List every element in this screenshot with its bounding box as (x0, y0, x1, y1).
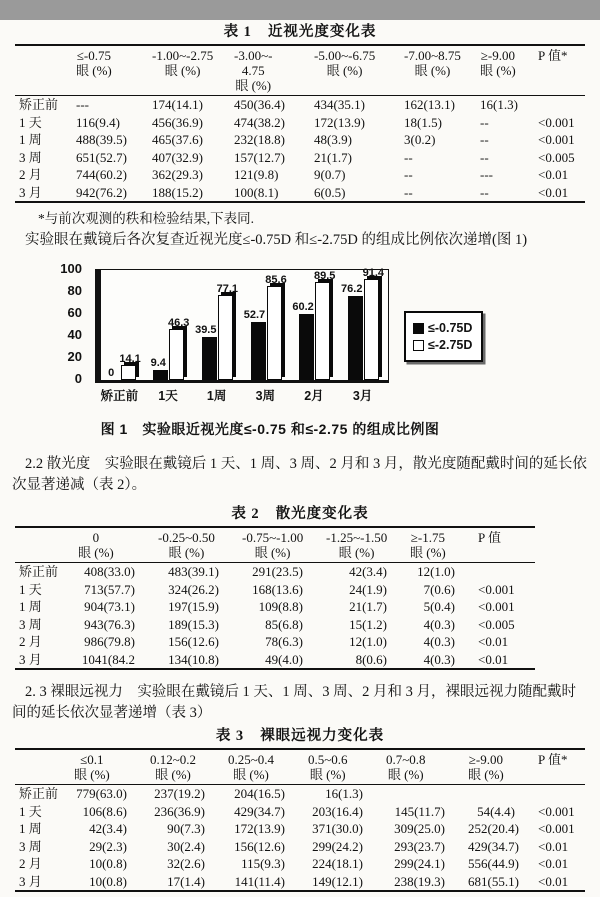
table-cell: 293(23.7) (394, 838, 445, 854)
table-cell: 172(13.9) (234, 821, 285, 836)
row-label: 3 周 (19, 149, 42, 165)
table3-uncorrected-acuity-change (15, 748, 585, 892)
bar-value-label: 39.5 (195, 323, 217, 336)
column-header: P 值 (478, 530, 501, 545)
table-cell: -- (480, 132, 489, 147)
paragraph-figure1-intro: 实验眼在戴镜后各次复查近视光度≤-0.75D 和≤-2.75D 的组成比例依次递增(图 1) (25, 232, 528, 248)
column-header: ≤0.1 眼 (%) (74, 752, 110, 782)
table-row (15, 873, 585, 892)
table3-title (0, 724, 600, 745)
table-cell: 16(1.3) (325, 786, 363, 801)
table-cell: 362(29.3) (152, 167, 203, 182)
row-label: 2 月 (19, 634, 42, 649)
bar-le-075d (243, 309, 266, 380)
p-value-cell: <0.01 (538, 838, 569, 854)
table2-title-text: 散光度变化表 (275, 506, 369, 522)
table-cell: 121(9.8) (234, 167, 279, 182)
bar-le-075d (195, 323, 217, 380)
table-cell: 651(52.7) (76, 149, 127, 165)
bar-le-075d (150, 356, 168, 380)
table-cell: 115(9.3) (241, 856, 285, 871)
table-row (15, 785, 585, 803)
table-cell: 238(19.3) (394, 873, 445, 889)
table-cell: 943(76.3) (84, 616, 135, 632)
bar-value-label: 60.2 (292, 300, 314, 313)
table-cell: 156(12.6) (168, 634, 219, 649)
p-value-cell: <0.001 (538, 114, 575, 130)
p-value-cell (535, 785, 585, 803)
table-cell: 21(1.7) (314, 149, 352, 165)
column-header (15, 45, 73, 96)
section-2-2-astigmatism: 2.2 散光度 实验眼在戴镜后 1 天、1 周、3 周、2 月和 3 月，散光度随配戴时间的延长依次显著递减（表 2）。 (12, 456, 587, 493)
table-cell: 291(23.5) (252, 564, 303, 579)
p-value-cell: <0.001 (538, 821, 575, 836)
table1-number: 表 1 (223, 24, 252, 40)
column-header: -3.00~- 4.75 眼 (%) (234, 48, 273, 93)
table-cell: 299(24.1) (394, 856, 445, 871)
table-cell: 32(2.6) (167, 856, 205, 871)
table-row (15, 633, 535, 651)
table-cell: 156(12.6) (234, 838, 285, 854)
y-axis (38, 261, 88, 386)
table-row (15, 131, 585, 149)
table-cell: 1041(84.2 (81, 651, 135, 667)
table2-title (0, 502, 600, 523)
column-header: -0.25~0.50 眼 (%) (158, 530, 215, 560)
table-cell: -- (480, 149, 489, 165)
column-header: 0.12~0.2 眼 (%) (150, 752, 197, 782)
table-cell: 85(6.8) (265, 616, 303, 632)
bar-value-label: 85.6 (265, 273, 287, 286)
table-cell: 7(0.6) (423, 581, 455, 597)
table-cell: 474(38.2) (234, 114, 285, 130)
bar-le-275d (119, 352, 141, 381)
row-label: 1 周 (19, 821, 42, 836)
y-tick-label: 100 (60, 261, 82, 276)
table-cell: 29(2.3) (89, 838, 127, 854)
table-cell: 197(15.9) (168, 599, 219, 614)
table-cell: 203(16.4) (312, 803, 363, 819)
table-row (15, 616, 535, 634)
table-cell: 232(18.8) (234, 132, 285, 147)
table-cell: 237(19.2) (154, 786, 205, 801)
x-tick-label: 3月 (352, 389, 373, 403)
bar-value-label: 52.7 (243, 309, 266, 322)
table-cell: 157(12.7) (234, 149, 285, 165)
table-row (15, 563, 535, 581)
row-label: 3 月 (19, 873, 42, 889)
legend-box (404, 311, 483, 362)
table-cell: 429(34.7) (468, 838, 519, 854)
row-label: 1 周 (19, 132, 42, 147)
bar-value-label: 77.1 (216, 283, 239, 296)
table-cell: 744(60.2) (76, 167, 127, 182)
table-row (15, 96, 585, 114)
table-cell: 106(8.6) (82, 803, 127, 819)
bar-group (146, 270, 192, 380)
column-header: 0.7~0.8 眼 (%) (386, 752, 426, 782)
table-cell: 174(14.1) (152, 97, 203, 112)
table-cell: 12(1.0) (349, 634, 387, 649)
table-cell: 12(1.0) (417, 564, 455, 579)
table-cell: 189(15.3) (168, 616, 219, 632)
table-cell: 15(1.2) (349, 616, 387, 632)
plot-area (95, 269, 389, 383)
table-cell: 488(39.5) (76, 132, 127, 147)
bar-le-275d (167, 317, 190, 380)
table-cell: -- (404, 167, 413, 182)
p-value-cell: <0.005 (478, 616, 515, 632)
x-tick-label: 1天 (158, 389, 178, 403)
table-cell: 16(1.3) (480, 97, 518, 112)
table-cell: --- (76, 97, 89, 112)
table-cell: -- (480, 114, 489, 130)
table-cell: 942(76.2) (76, 184, 127, 200)
table-cell: 10(0.8) (89, 873, 127, 889)
row-label: 矫正前 (19, 564, 59, 579)
table-cell: 456(36.9) (152, 114, 203, 130)
column-header: P 值* (538, 752, 568, 767)
table-row (15, 803, 585, 821)
table-cell: 434(35.1) (314, 97, 365, 112)
table-cell: 4(0.3) (423, 651, 455, 667)
table1-title (0, 20, 600, 41)
x-tick-label: 3周 (255, 389, 276, 403)
table-row (15, 184, 585, 203)
column-header: ≥-9.00 眼 (%) (480, 48, 516, 78)
row-label: 3 月 (19, 184, 42, 200)
table-cell: 90(7.3) (167, 821, 205, 836)
table-cell: 371(30.0) (312, 821, 363, 836)
column-header: ≥-9.00 眼 (%) (468, 752, 504, 782)
bar-value-label: 14.1 (119, 352, 141, 365)
row-label: 矫正前 (19, 97, 59, 112)
table-cell: 4(0.3) (423, 616, 455, 632)
section-2-3-uncorrected-acuity: 2. 3 裸眼远视力 实验眼在戴镜后 1 天、1 周、3 周、2 月和 3 月，裸眼远视力随配戴时间的延长依次显著递增（表 3） (12, 684, 576, 721)
p-value-cell: <0.001 (478, 599, 515, 614)
table-cell: 556(44.9) (468, 856, 519, 871)
row-label: 矫正前 (19, 786, 59, 801)
table-cell (383, 785, 465, 803)
table-cell: 172(13.9) (314, 114, 365, 130)
y-tick-label: 20 (67, 349, 82, 364)
table-cell: 450(36.4) (234, 97, 285, 112)
table-cell: 429(34.7) (234, 803, 285, 819)
row-label: 1 周 (19, 599, 42, 614)
table-cell (465, 785, 535, 803)
table-row (15, 855, 585, 873)
p-value-cell: <0.01 (538, 184, 569, 200)
table-cell: 3(0.2) (404, 132, 436, 147)
table-cell: 6(0.5) (314, 184, 346, 200)
table-cell: 30(2.4) (167, 838, 205, 854)
column-header: 0.5~0.6 眼 (%) (308, 752, 348, 782)
table-cell: 162(13.1) (404, 97, 455, 112)
table-cell: 204(16.5) (234, 786, 285, 801)
row-label: 1 天 (19, 114, 42, 130)
column-header: -1.00~-2.75 眼 (%) (152, 48, 214, 78)
table1-footnote: *与前次观测的秩和检验结果,下表同. (38, 211, 254, 226)
p-value-cell: <0.001 (478, 581, 515, 597)
table-cell: 713(57.7) (84, 581, 135, 597)
table-cell: 408(33.0) (84, 564, 135, 579)
bar-group (97, 270, 143, 380)
table-cell: 42(3.4) (349, 564, 387, 579)
table3-number: 表 3 (215, 728, 245, 744)
legend-entry (413, 338, 472, 352)
table-cell: 236(36.9) (154, 803, 205, 819)
bar-value-label: 89.5 (313, 269, 336, 282)
table-cell: 224(18.1) (312, 856, 363, 871)
row-label: 2 月 (19, 856, 42, 871)
legend-entry (413, 321, 472, 335)
column-header: ≤-0.75 眼 (%) (76, 48, 112, 78)
p-value-cell: <0.01 (538, 856, 569, 871)
axis-wall (96, 270, 101, 380)
table-row (15, 820, 585, 838)
row-label: 3 周 (19, 616, 42, 632)
table-cell: 299(24.2) (312, 838, 363, 854)
bar-value-label: 9.4 (150, 356, 166, 369)
bar-group (243, 270, 289, 380)
table1-myopia-diopter-change (15, 44, 585, 203)
table-cell: --- (480, 167, 493, 182)
column-header: 0.25~0.4 眼 (%) (228, 752, 275, 782)
p-value-cell: <0.01 (478, 651, 509, 667)
x-axis (95, 386, 387, 404)
bar-value-label: 0 (108, 367, 115, 379)
table-cell: -- (404, 149, 413, 165)
column-header (15, 749, 71, 785)
column-header: 0 眼 (%) (78, 530, 114, 560)
bar-le-275d (216, 283, 239, 380)
p-value-cell: <0.01 (538, 167, 569, 182)
table-row (15, 598, 535, 616)
table-cell: 145(11.7) (394, 803, 445, 819)
table-cell: 17(1.4) (167, 873, 205, 889)
table-cell: 116(9.4) (76, 114, 120, 130)
table-cell: 252(20.4) (468, 821, 519, 836)
column-header: -5.00~-6.75 眼 (%) (314, 48, 376, 78)
table-cell: -- (404, 184, 413, 200)
bar-le-275d (265, 273, 287, 380)
table-cell: 465(37.6) (152, 132, 203, 147)
column-header (15, 527, 75, 563)
table-cell: 49(4.0) (265, 651, 303, 667)
bar-le-275d (362, 267, 385, 380)
table-cell: 681(55.1) (468, 873, 519, 889)
column-header: ≥-1.75 眼 (%) (410, 530, 446, 560)
table-cell: 149(12.1) (312, 873, 363, 889)
table-row (15, 838, 585, 856)
table-cell: 141(11.4) (234, 873, 285, 889)
p-value-cell (535, 96, 585, 114)
table-cell: 483(39.1) (168, 564, 219, 579)
table-cell: 407(32.9) (152, 149, 203, 165)
row-label: 3 周 (19, 838, 42, 854)
row-label: 2 月 (19, 167, 42, 182)
p-value-cell: <0.001 (538, 803, 575, 819)
x-tick-label: 1周 (206, 389, 227, 403)
table-cell: 100(8.1) (234, 184, 279, 200)
table1-title-text: 近视光度变化表 (267, 24, 377, 40)
table-row (15, 651, 535, 670)
table-cell: 188(15.2) (152, 184, 203, 200)
table-row (15, 114, 585, 132)
x-tick-label: 2月 (304, 389, 324, 403)
bar-group (195, 270, 241, 380)
table-cell: 324(26.2) (168, 581, 219, 597)
table-cell: 9(0.7) (314, 167, 346, 182)
table-row (15, 581, 535, 599)
table-cell: -- (480, 184, 489, 200)
y-tick-label: 60 (67, 305, 82, 320)
table-row (15, 166, 585, 184)
bar-value-label: 46.3 (167, 317, 190, 330)
table-cell: 5(0.4) (423, 599, 455, 614)
table2-astigmatism-change (15, 526, 535, 670)
table3-title-text: 裸眼远视力变化表 (260, 728, 385, 744)
table-cell: 24(1.9) (349, 581, 387, 597)
table-cell: 8(0.6) (355, 651, 387, 667)
table-cell: 54(4.4) (477, 803, 515, 819)
table-row (15, 149, 585, 167)
bar-value-label: 76.2 (341, 283, 363, 296)
row-label: 3 月 (19, 651, 42, 667)
table-cell: 109(8.8) (258, 599, 303, 614)
bar-group (341, 267, 387, 380)
p-value-cell: <0.01 (538, 873, 569, 889)
row-label: 1 天 (19, 581, 42, 597)
table-cell: 309(25.0) (394, 821, 445, 836)
table2-number: 表 2 (231, 506, 260, 522)
y-tick-label: 40 (67, 327, 82, 342)
bar-group (292, 270, 338, 380)
column-header: -1.25~-1.50 眼 (%) (326, 530, 388, 560)
column-header: -7.00~8.75 眼 (%) (404, 48, 461, 78)
table-cell: 21(1.7) (349, 599, 387, 614)
paper-page (0, 20, 600, 897)
column-header: P 值* (538, 48, 568, 63)
figure1-caption: 图 1 实验眼近视光度≤-0.75 和≤-2.75 的组成比例图 (100, 421, 440, 437)
table-cell: 986(79.8) (84, 634, 135, 649)
x-tick-label: 矫正前 (100, 389, 139, 403)
legend-swatch-hollow-icon (413, 340, 424, 351)
bar-le-075d (292, 300, 314, 380)
table-cell: 18(1.5) (404, 114, 442, 130)
table-cell: 904(73.1) (84, 599, 135, 614)
table-cell: 78(6.3) (265, 634, 303, 649)
table-cell: 168(13.6) (252, 581, 303, 597)
bar-le-075d (341, 283, 363, 380)
table-cell: 10(0.8) (89, 856, 127, 871)
p-value-cell: <0.005 (538, 149, 575, 165)
p-value-cell: <0.01 (478, 634, 509, 649)
legend-label: ≤-2.75D (428, 338, 473, 352)
table-cell: 779(63.0) (76, 786, 127, 801)
y-tick-label: 80 (67, 283, 82, 298)
y-tick-label: 0 (74, 371, 82, 386)
row-label: 1 天 (19, 803, 42, 819)
table-cell: 4(0.3) (423, 634, 455, 649)
figure1-bar-chart (0, 261, 600, 413)
table-cell: 48(3.9) (314, 132, 352, 147)
p-value-cell: <0.001 (538, 132, 575, 147)
p-value-cell (475, 563, 535, 581)
column-header: -0.75~-1.00 眼 (%) (242, 530, 304, 560)
bar-le-275d (313, 269, 336, 380)
bar-value-label: 91.4 (362, 267, 385, 280)
table-cell: 42(3.4) (89, 821, 127, 836)
table-cell: 134(10.8) (168, 651, 219, 667)
legend-label: ≤-0.75D (428, 321, 473, 335)
legend-swatch-filled-icon (413, 323, 424, 334)
